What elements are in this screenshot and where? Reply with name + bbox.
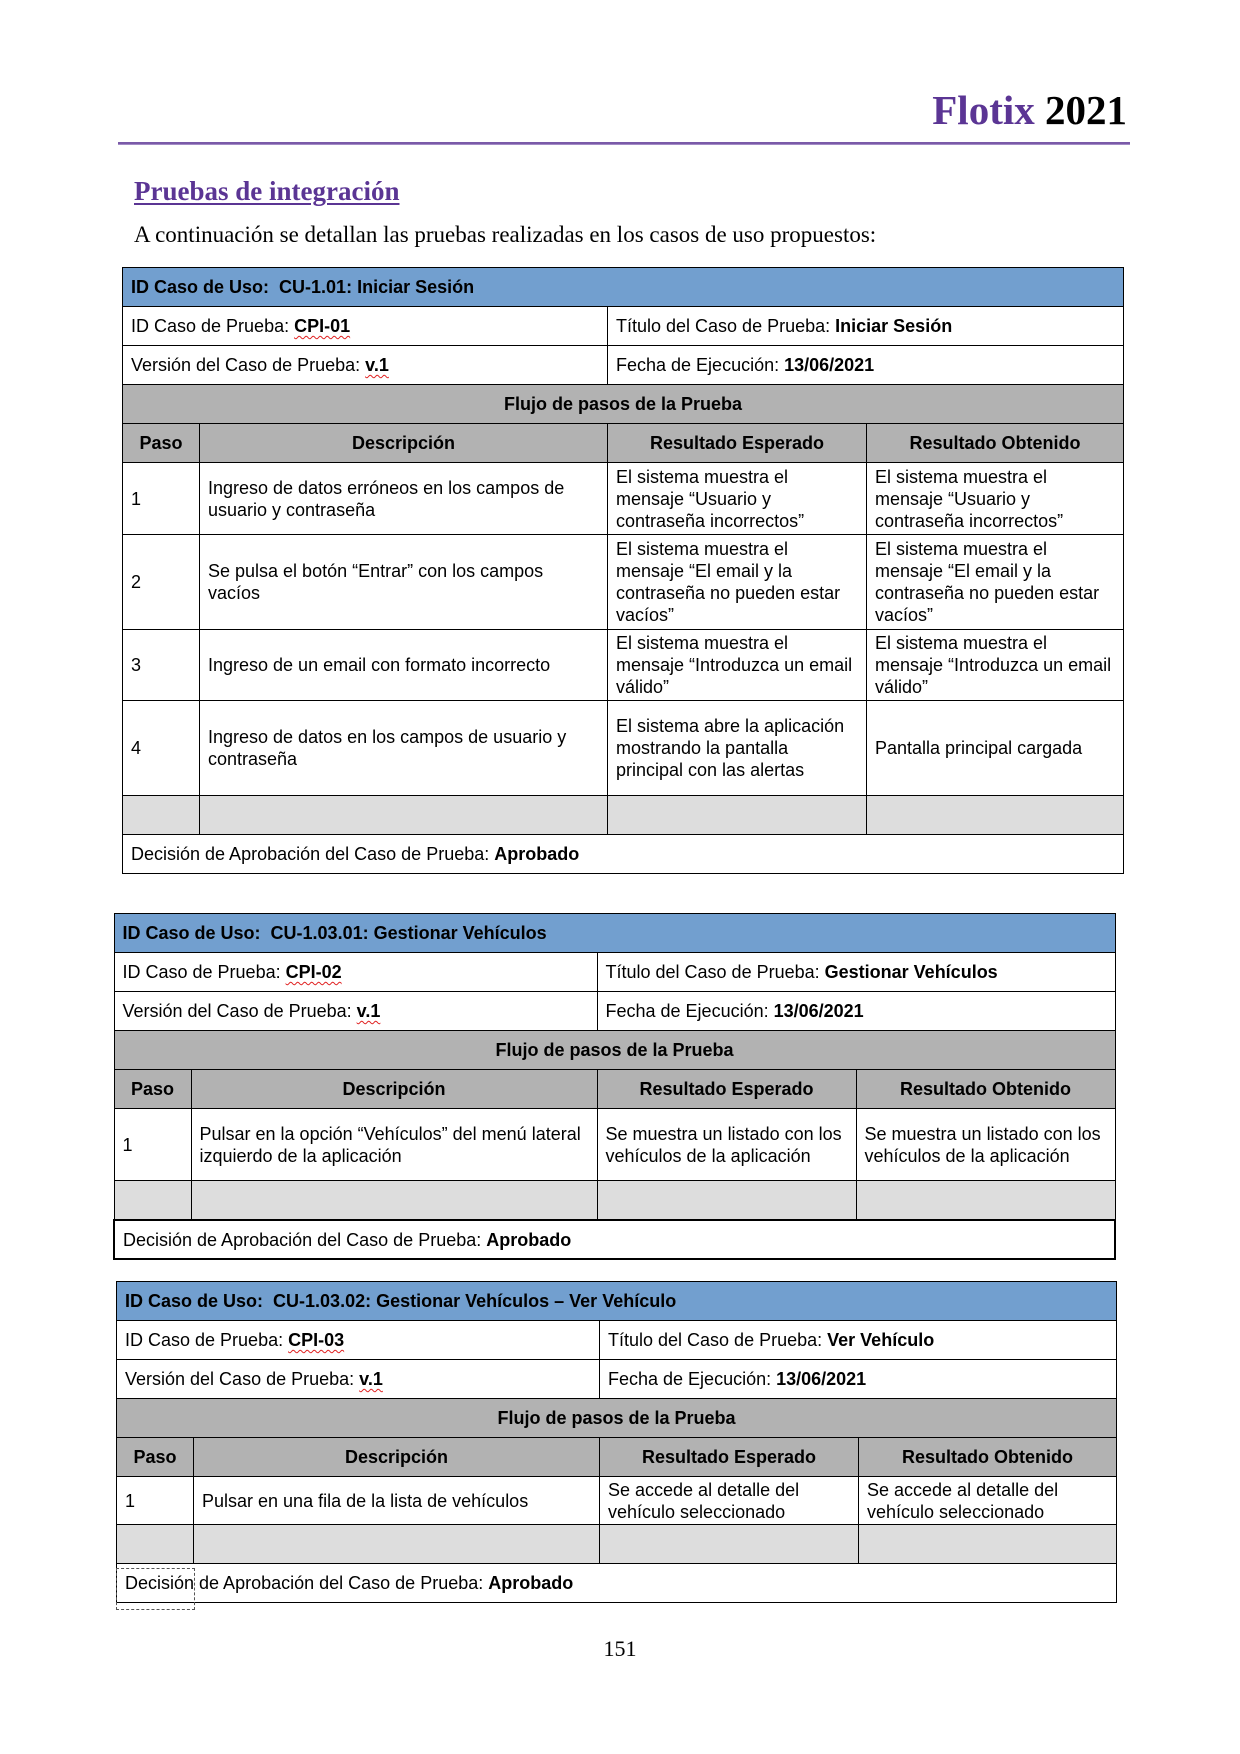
header-year: 2021: [1045, 87, 1127, 133]
use-case-cell: [123, 268, 1124, 307]
column-header-step: Paso: [114, 1070, 191, 1109]
column-header-row: [117, 1438, 1117, 1477]
test-case-title-label: Título del Caso de Prueba:: [605, 962, 825, 982]
version-cell: [114, 992, 597, 1031]
header-divider: [118, 142, 1130, 145]
step-expected-result: El sistema muestra el mensaje “El email y la contraseña no pueden estar vacíos”: [608, 535, 867, 630]
decision-cell: [114, 1220, 1115, 1259]
step-number: 1: [123, 463, 200, 535]
step-number: 4: [123, 701, 200, 796]
step-expected-result: El sistema muestra el mensaje “Introduzca un email válido”: [608, 630, 867, 701]
empty-cell: [117, 1525, 194, 1564]
intro-paragraph: A continuación se detallan las pruebas realizadas en los casos de uso propuestos:: [134, 222, 877, 247]
empty-cell: [597, 1181, 856, 1221]
execution-date-cell: [597, 992, 1115, 1031]
page-number: 151: [603, 1636, 637, 1661]
column-header-obtained: Resultado Obtenido: [856, 1070, 1115, 1109]
decision-cell: [123, 835, 1124, 874]
execution-date-value: 13/06/2021: [773, 1001, 864, 1021]
empty-cell: [859, 1525, 1117, 1564]
decision-label: Decisión de Aprobación del Caso de Prueba:: [125, 1573, 489, 1593]
step-description: Ingreso de un email con formato incorrecto: [200, 630, 608, 701]
use-case-header-row: [114, 914, 1115, 953]
test-case-title-cell: [600, 1321, 1117, 1360]
column-header-row: [114, 1070, 1115, 1109]
step-description: Pulsar en una fila de la lista de vehículos: [194, 1477, 600, 1525]
column-header-description: Descripción: [200, 424, 608, 463]
version-value: v.1: [356, 1001, 381, 1021]
flow-header: Flujo de pasos de la Prueba: [117, 1399, 1117, 1438]
test-case-id-label: ID Caso de Prueba:: [131, 316, 295, 336]
decision-label: Decisión de Aprobación del Caso de Prueba:: [131, 844, 495, 864]
column-header-obtained: Resultado Obtenido: [859, 1438, 1117, 1477]
column-header-obtained: Resultado Obtenido: [867, 424, 1124, 463]
test-case-id-label: ID Caso de Prueba:: [122, 962, 286, 982]
test-case-id-label: ID Caso de Prueba:: [125, 1330, 289, 1350]
version-cell: [123, 346, 608, 385]
section-title: Pruebas de integración: [134, 176, 400, 206]
step-expected-result: Se accede al detalle del vehículo seleccionado: [600, 1477, 859, 1525]
step-expected-result: Se muestra un listado con los vehículos de la aplicación: [597, 1109, 856, 1181]
version-label: Versión del Caso de Prueba:: [122, 1001, 357, 1021]
column-header-expected: Resultado Esperado: [600, 1438, 859, 1477]
flow-header-row: [117, 1399, 1117, 1438]
step-obtained-result: El sistema muestra el mensaje “El email y la contraseña no pueden estar vacíos”: [867, 535, 1124, 630]
decision-value: Aprobado: [486, 1229, 572, 1250]
empty-cell: [194, 1525, 600, 1564]
table-row: [117, 1477, 1117, 1525]
use-case-header-row: [123, 268, 1124, 307]
table-row: [114, 1109, 1115, 1181]
test-case-title-label: Título del Caso de Prueba:: [616, 316, 836, 336]
column-header-description: Descripción: [194, 1438, 600, 1477]
flow-header: Flujo de pasos de la Prueba: [123, 385, 1124, 424]
step-description: Ingreso de datos en los campos de usuario y contraseña: [200, 701, 608, 796]
test-case-table-cpi-03: [116, 1281, 1117, 1603]
step-number: 3: [123, 630, 200, 701]
table-row: [123, 701, 1124, 796]
empty-cell: [600, 1525, 859, 1564]
column-header-row: [123, 424, 1124, 463]
flow-header-row: [123, 385, 1124, 424]
column-header-step: Paso: [123, 424, 200, 463]
test-case-id-row: [117, 1321, 1117, 1360]
step-description: Ingreso de datos erróneos en los campos de usuario y contraseña: [200, 463, 608, 535]
execution-date-label: Fecha de Ejecución:: [605, 1001, 774, 1021]
test-case-id-cell: [123, 307, 608, 346]
table-row: [123, 463, 1124, 535]
step-description: Pulsar en la opción “Vehículos” del menú lateral izquierdo de la aplicación: [191, 1109, 597, 1181]
table-row: [123, 630, 1124, 701]
empty-cell: [867, 796, 1124, 835]
version-cell: [117, 1360, 600, 1399]
decision-row: [114, 1220, 1115, 1259]
flow-header: Flujo de pasos de la Prueba: [114, 1031, 1115, 1070]
brand-name: Flotix: [932, 87, 1035, 133]
empty-cell: [114, 1181, 191, 1221]
execution-date-cell: [600, 1360, 1117, 1399]
step-description: Se pulsa el botón “Entrar” con los campos vacíos: [200, 535, 608, 630]
decision-label: Decisión de Aprobación del Caso de Prueba:: [123, 1229, 487, 1250]
version-label: Versión del Caso de Prueba:: [131, 355, 366, 375]
test-case-title-value: Ver Vehículo: [827, 1330, 935, 1350]
decision-row: [123, 835, 1124, 874]
use-case-label: ID Caso de Uso:: [131, 277, 270, 297]
decision-value: Aprobado: [494, 844, 580, 864]
step-obtained-result: Se accede al detalle del vehículo seleccionado: [859, 1477, 1117, 1525]
step-number: 1: [117, 1477, 194, 1525]
use-case-cell: [114, 914, 1115, 953]
flow-header-row: [114, 1031, 1115, 1070]
execution-date-value: 13/06/2021: [784, 355, 875, 375]
test-case-id-value: CPI-01: [294, 316, 351, 336]
use-case-label: ID Caso de Uso:: [125, 1291, 264, 1311]
decision-cell: [117, 1564, 1117, 1603]
test-case-title-cell: [597, 953, 1115, 992]
empty-row: [117, 1525, 1117, 1564]
test-case-id-row: [123, 307, 1124, 346]
version-date-row: [117, 1360, 1117, 1399]
test-case-table-cpi-02: [113, 913, 1116, 1260]
empty-row: [123, 796, 1124, 835]
step-obtained-result: Pantalla principal cargada: [867, 701, 1124, 796]
test-case-id-value: CPI-02: [285, 962, 342, 982]
use-case-value: CU-1.01: Iniciar Sesión: [279, 277, 475, 297]
step-obtained-result: El sistema muestra el mensaje “Usuario y contraseña incorrectos”: [867, 463, 1124, 535]
column-header-expected: Resultado Esperado: [608, 424, 867, 463]
decision-row: [117, 1564, 1117, 1603]
version-value: v.1: [365, 355, 389, 375]
column-header-expected: Resultado Esperado: [597, 1070, 856, 1109]
use-case-header-row: [117, 1282, 1117, 1321]
use-case-label: ID Caso de Uso:: [122, 923, 261, 943]
empty-row: [114, 1181, 1115, 1221]
test-case-title-label: Título del Caso de Prueba:: [608, 1330, 828, 1350]
decision-value: Aprobado: [488, 1573, 574, 1593]
step-obtained-result: El sistema muestra el mensaje “Introduzca un email válido”: [867, 630, 1124, 701]
step-number: 2: [123, 535, 200, 630]
step-expected-result: El sistema abre la aplicación mostrando la pantalla principal con las alertas: [608, 701, 867, 796]
test-case-title-cell: [608, 307, 1124, 346]
execution-date-cell: [608, 346, 1124, 385]
empty-cell: [191, 1181, 597, 1221]
use-case-value: CU-1.03.02: Gestionar Vehículos – Ver Vehículo: [273, 1291, 677, 1311]
empty-cell: [608, 796, 867, 835]
execution-date-label: Fecha de Ejecución:: [608, 1369, 777, 1389]
use-case-value: CU-1.03.01: Gestionar Vehículos: [270, 923, 547, 943]
execution-date-label: Fecha de Ejecución:: [616, 355, 785, 375]
step-number: 1: [114, 1109, 191, 1181]
empty-cell: [123, 796, 200, 835]
column-header-step: Paso: [117, 1438, 194, 1477]
step-expected-result: El sistema muestra el mensaje “Usuario y contraseña incorrectos”: [608, 463, 867, 535]
test-case-id-cell: [117, 1321, 600, 1360]
version-label: Versión del Caso de Prueba:: [125, 1369, 360, 1389]
execution-date-value: 13/06/2021: [776, 1369, 867, 1389]
version-date-row: [114, 992, 1115, 1031]
test-case-title-value: Gestionar Vehículos: [824, 962, 998, 982]
document-header-title: [932, 86, 1127, 134]
version-value: v.1: [359, 1369, 383, 1389]
use-case-cell: [117, 1282, 1117, 1321]
test-case-id-cell: [114, 953, 597, 992]
test-case-title-value: Iniciar Sesión: [835, 316, 953, 336]
table-row: [123, 535, 1124, 630]
version-date-row: [123, 346, 1124, 385]
test-case-id-row: [114, 953, 1115, 992]
test-case-id-value: CPI-03: [288, 1330, 345, 1350]
empty-cell: [200, 796, 608, 835]
test-case-table-cpi-01: [122, 267, 1124, 874]
step-obtained-result: Se muestra un listado con los vehículos de la aplicación: [856, 1109, 1115, 1181]
column-header-description: Descripción: [191, 1070, 597, 1109]
empty-cell: [856, 1181, 1115, 1221]
